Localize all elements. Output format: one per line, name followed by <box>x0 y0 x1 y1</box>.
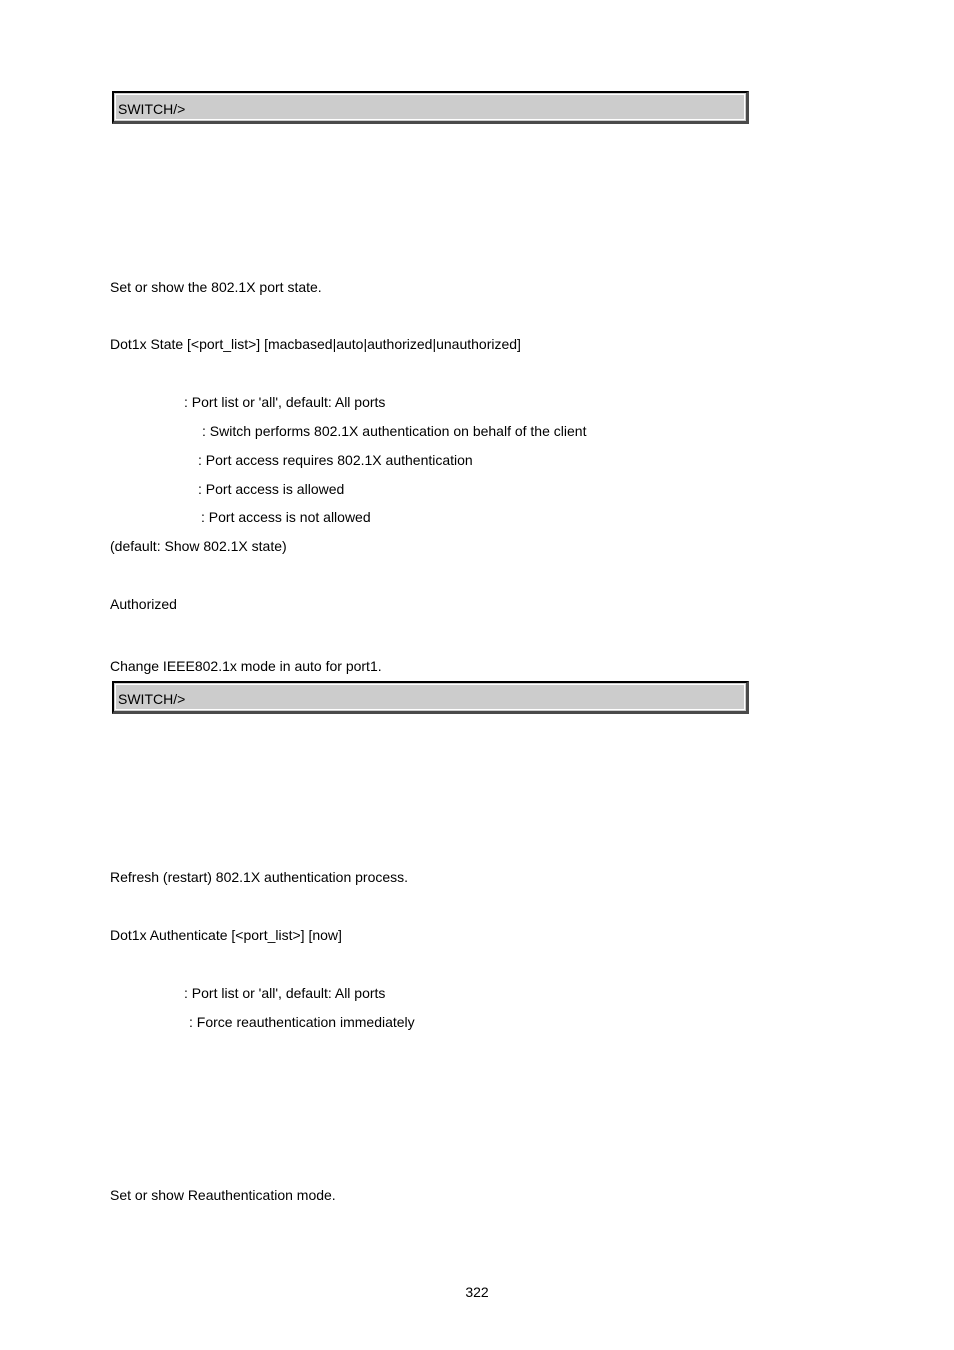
state-description: Set or show the 802.1X port state. <box>110 279 322 295</box>
state-syntax: Dot1x State [<port_list>] [macbased|auto|authorized|unauthorized] <box>110 336 521 352</box>
param-now: : Force reauthentication immediately <box>189 1014 415 1030</box>
command-box-example <box>112 681 749 714</box>
param-macbased: : Switch performs 802.1X authentication on behalf of the client <box>202 423 587 439</box>
default-note: (default: Show 802.1X state) <box>110 538 287 554</box>
reauth-description: Set or show Reauthentication mode. <box>110 1187 336 1203</box>
param-port-list: : Port list or 'all', default: All ports <box>184 985 386 1001</box>
authenticate-description: Refresh (restart) 802.1X authentication process. <box>110 869 409 885</box>
param-unauthorized: : Port access is not allowed <box>201 509 371 525</box>
param-authorized: : Port access is allowed <box>198 481 345 497</box>
default-value: Authorized <box>110 596 177 612</box>
authenticate-syntax: Dot1x Authenticate [<port_list>] [now] <box>110 927 342 943</box>
param-port-list: : Port list or 'all', default: All ports <box>184 394 386 410</box>
command-box-top <box>112 91 749 124</box>
command-prompt: SWITCH/> <box>118 101 186 117</box>
command-prompt: SWITCH/> <box>118 691 186 707</box>
param-auto: : Port access requires 802.1X authentication <box>198 452 473 468</box>
page-number: 322 <box>465 1284 489 1300</box>
example-description: Change IEEE802.1x mode in auto for port1. <box>110 658 382 674</box>
